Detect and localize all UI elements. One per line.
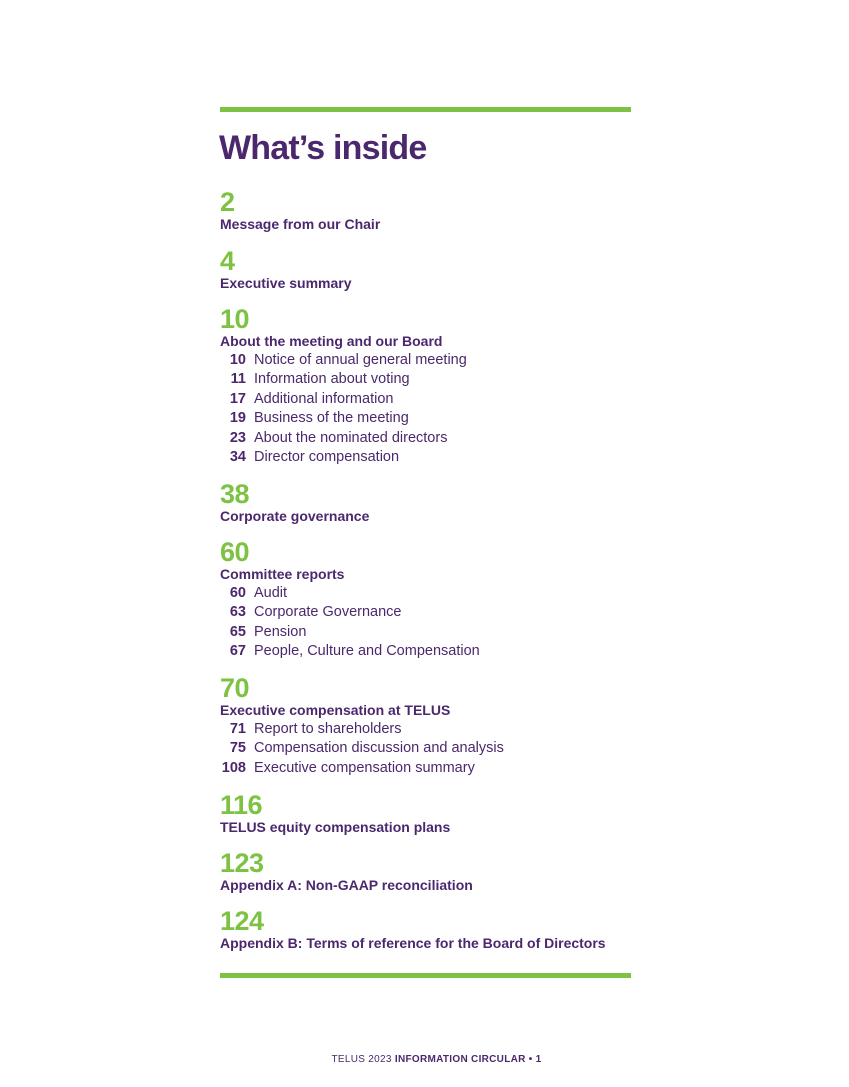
subitem-page-number: 75 <box>229 740 246 757</box>
footer-title: INFORMATION CIRCULAR • 1 <box>394 1054 542 1065</box>
toc-subitem[interactable] <box>220 409 640 428</box>
toc-section <box>220 908 640 953</box>
subitem-label: Compensation discussion and analysis <box>254 740 504 757</box>
page-footer <box>0 1054 849 1065</box>
section-title[interactable]: TELUS equity compensation plans <box>220 819 451 835</box>
subitem-page-number: 34 <box>229 449 246 466</box>
section-page-number[interactable]: 38 <box>220 479 250 509</box>
subitem-label: People, Culture and Compensation <box>254 643 480 660</box>
section-page-number[interactable]: 2 <box>220 187 235 217</box>
section-page-number[interactable]: 116 <box>220 790 263 820</box>
toc-subitem[interactable] <box>220 448 640 467</box>
section-title[interactable]: Appendix B: Terms of reference for the Board of Directors <box>220 935 606 951</box>
section-page-number[interactable]: 4 <box>220 246 235 276</box>
subitem-page-number: 17 <box>229 390 246 407</box>
subitem-label: Audit <box>254 585 288 601</box>
toc-section <box>220 792 640 837</box>
toc-subitem[interactable] <box>220 739 640 758</box>
toc-subitem[interactable] <box>220 390 640 409</box>
toc-section <box>220 675 640 778</box>
toc-section <box>220 850 640 895</box>
toc-section <box>220 189 640 234</box>
toc-subitem[interactable] <box>220 603 640 622</box>
toc-subitem[interactable] <box>220 642 640 661</box>
subitem-label: Information about voting <box>254 371 410 388</box>
subitem-label: Executive compensation summary <box>254 759 475 776</box>
section-page-number[interactable]: 10 <box>220 304 250 334</box>
subitem-page-number: 63 <box>229 604 246 621</box>
subitem-page-number: 71 <box>229 721 246 737</box>
toc-subitem[interactable] <box>220 759 640 778</box>
subitem-label: Additional information <box>254 390 394 407</box>
subitem-label: About the nominated directors <box>254 429 448 446</box>
subitem-label: Business of the meeting <box>254 410 409 427</box>
toc-section <box>220 248 640 293</box>
subitem-label: Pension <box>254 623 307 640</box>
footer-prefix: TELUS 2023 <box>331 1054 392 1065</box>
bottom-rule <box>220 973 631 978</box>
section-title[interactable]: Executive compensation at TELUS <box>220 702 451 718</box>
section-title[interactable]: Corporate governance <box>220 508 370 524</box>
toc-subitem[interactable] <box>220 623 640 642</box>
subitem-page-number: 60 <box>229 585 246 601</box>
toc-subitem[interactable] <box>220 584 640 603</box>
toc-section <box>220 306 640 467</box>
subitem-label: Director compensation <box>254 449 400 466</box>
section-title[interactable]: Message from our Chair <box>220 216 381 232</box>
toc-section <box>220 539 640 662</box>
toc-subitem[interactable] <box>220 429 640 448</box>
subitem-page-number: 11 <box>230 371 246 388</box>
section-title[interactable]: About the meeting and our Board <box>220 333 443 349</box>
subitem-page-number: 23 <box>229 429 246 446</box>
subitem-label: Report to shareholders <box>254 721 402 737</box>
section-page-number[interactable]: 70 <box>220 673 250 703</box>
subitem-page-number: 65 <box>229 623 246 640</box>
section-title[interactable]: Executive summary <box>220 275 352 291</box>
subitem-page-number: 67 <box>229 643 246 660</box>
top-rule <box>220 107 631 112</box>
subitem-page-number: 108 <box>221 759 246 776</box>
section-page-number[interactable]: 124 <box>220 906 264 936</box>
toc-subitem[interactable] <box>220 370 640 389</box>
subitem-label: Notice of annual general meeting <box>254 352 467 368</box>
section-title[interactable]: Appendix A: Non-GAAP reconciliation <box>220 877 473 893</box>
toc-subitem[interactable] <box>220 351 640 370</box>
section-page-number[interactable]: 60 <box>220 537 250 567</box>
toc-subitem[interactable] <box>220 720 640 739</box>
toc-section <box>220 481 640 526</box>
subitem-label: Corporate Governance <box>254 604 402 621</box>
section-page-number[interactable]: 123 <box>220 848 264 878</box>
section-title[interactable]: Committee reports <box>220 566 345 582</box>
subitem-page-number: 19 <box>229 410 246 427</box>
subitem-page-number: 10 <box>229 352 246 368</box>
page-title: What’s inside <box>219 129 427 167</box>
